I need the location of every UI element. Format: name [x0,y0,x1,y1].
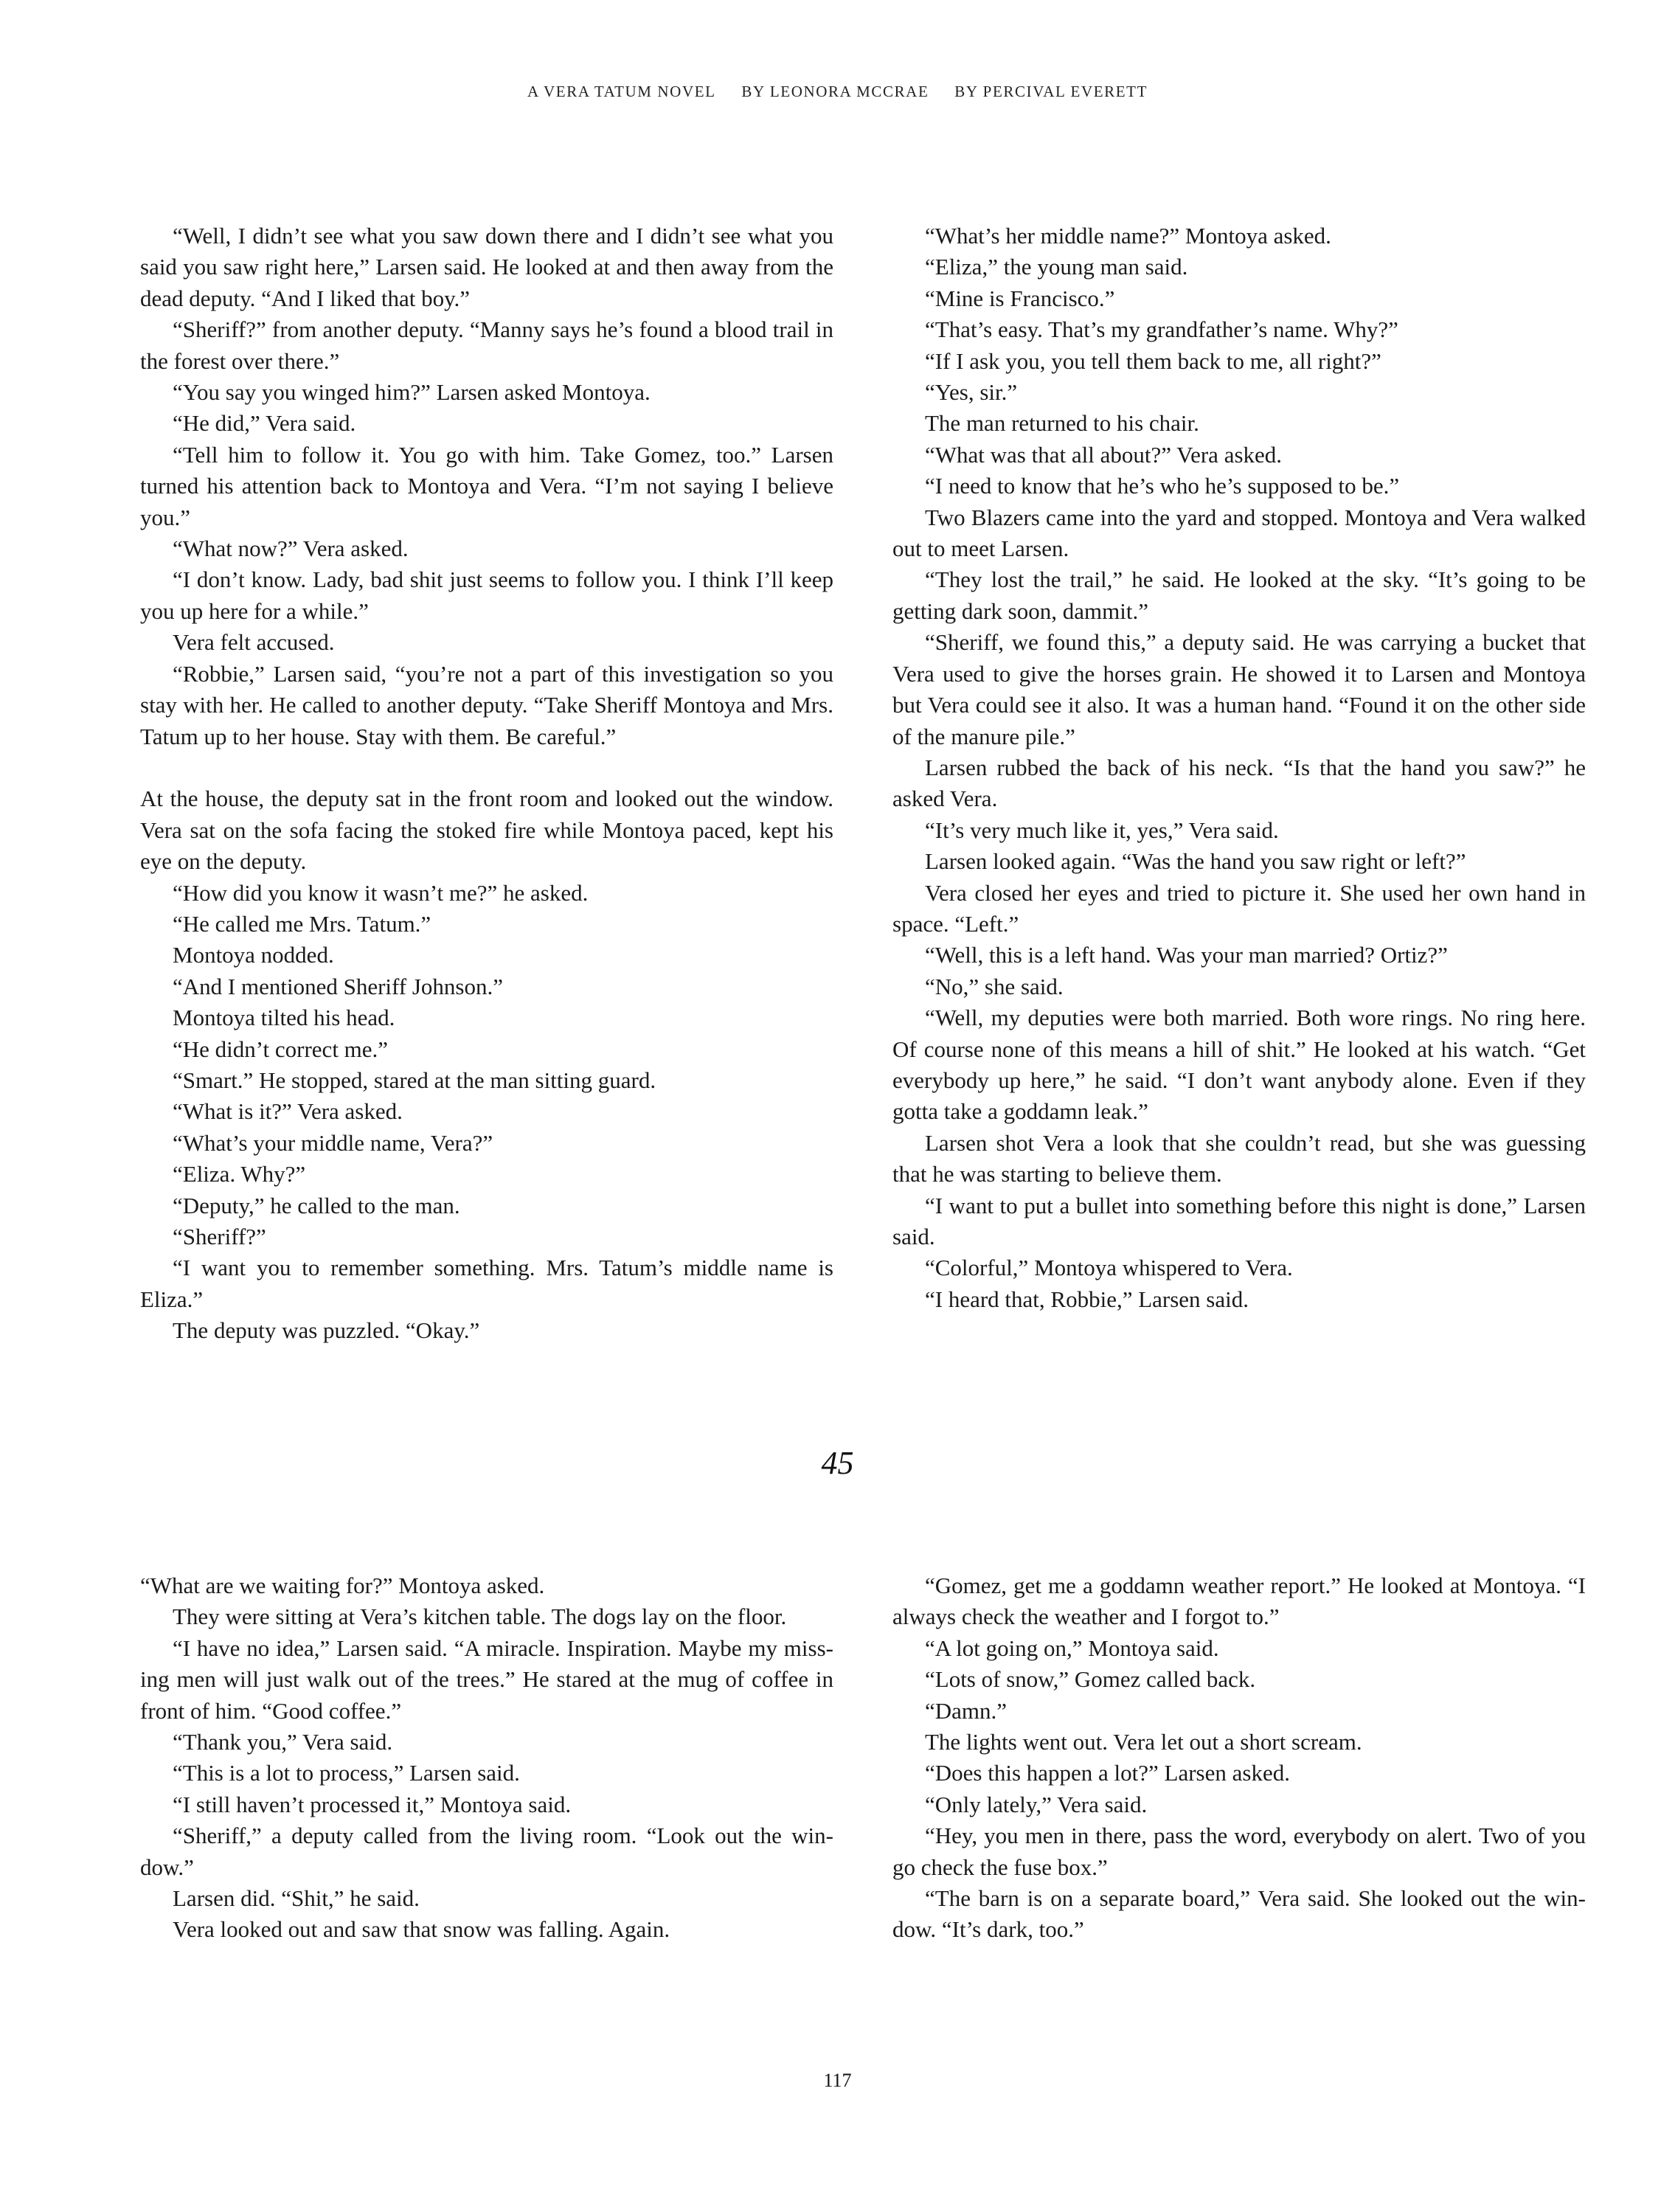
paragraph: “If I ask you, you tell them back to me, all right?” [925,347,1381,374]
paragraph: “I still haven’t processed it,” Montoya said. [173,1791,572,1817]
paragraph: “What now?” Vera asked. [173,535,409,562]
paragraph: “Yes, sir.” [925,379,1018,406]
paragraph: “What’s her middle name?” Montoya asked. [925,223,1331,249]
paragraph: “Gomez, get me a goddamn weather report.” He looked at Montoya. “I always check the weather and I forgot to.” [892,1573,1586,1630]
paragraph: “Hey, you men in there, pass the word, everybody on alert. Two of you go check the fuse box.” [892,1823,1586,1880]
paragraph: Larsen did. “Shit,” he said. [173,1885,420,1912]
paragraph: “No,” she said. [925,973,1064,999]
paragraph: “A lot going on,” Montoya said. [925,1634,1219,1661]
paragraph: “Well, this is a left hand. Was your man married? Ortiz?” [925,942,1448,968]
paragraph: “Colorful,” Montoya whispered to Vera. [925,1255,1293,1281]
paragraph: The lights went out. Vera let out a short scream. [925,1729,1362,1755]
paragraph: “Thank you,” Vera said. [173,1729,393,1755]
paragraph: “Deputy,” he called to the man. [173,1192,460,1218]
paragraph: “How did you know it wasn’t me?” he asked. [173,879,589,906]
paragraph: “Only lately,” Vera said. [925,1791,1148,1817]
running-head [0,83,1675,101]
paragraph: Two Blazers came into the yard and stopped. Montoya and Vera walked out to meet Larsen. [892,504,1586,562]
bottom-left-column [140,1570,833,1946]
paragraph: “Smart.” He stopped, stared at the man sitting guard. [173,1067,656,1093]
page-number: 117 [823,2070,852,2091]
paragraph: “I heard that, Robbie,” Larsen said. [925,1286,1249,1312]
paragraph: “Sheriff?” from another deputy. “Manny says he’s found a blood trail in the forest over there.” [140,316,833,374]
paragraph: “I don’t know. Lady, bad shit just seems to follow you. I think I’ll keep you up here for a while.” [140,566,833,624]
paragraph: “Sheriff, we found this,” a deputy said. He was carrying a bucket that Vera used to give the horses grain. He showed it to Larsen and Montoya but Vera could see it also. It was a human hand. “Found it on the other side of the manure pile.” [892,629,1586,749]
paragraph: “It’s very much like it, yes,” Vera said. [925,817,1279,843]
paragraph: Montoya nodded. [173,942,334,968]
paragraph: Larsen looked again. “Was the hand you saw right or left?” [925,848,1466,875]
paragraph: At the house, the deputy sat in the front room and looked out the window. Vera sat on the sofa facing the stoked fire while Montoya paced, kept his eye on the deputy. [140,786,833,875]
paragraph: “He called me Mrs. Tatum.” [173,910,431,937]
paragraph: “They lost the trail,” he said. He looked at the sky. “It’s going to be getting dark soon, dammit.” [892,566,1586,624]
paragraph: “He did,” Vera said. [173,410,356,437]
bottom-right-column [892,1570,1586,1946]
paragraph: “Sheriff,” a deputy called from the living room. “Look out the window.” [140,1823,833,1880]
paragraph: “He didn’t correct me.” [173,1036,389,1062]
paragraph: “Eliza,” the young man said. [925,254,1188,280]
paragraph: “I want to put a bullet into something before this night is done,” Larsen said. [892,1192,1586,1249]
paragraph: “Mine is Francisco.” [925,285,1115,311]
chapter-number: 45 [821,1445,854,1481]
paragraph: “Well, my deputies were both married. Both wore rings. No ring here. Of course none of this means a hill of shit.” He looked at his watch. “Get everybody up here,” he said. “I don’t want anybody alone. Even if they gotta take a goddamn leak.” [892,1005,1586,1125]
paragraph: “Sheriff?” [173,1223,266,1249]
paragraph: “I need to know that he’s who he’s supposed to be.” [925,473,1400,499]
paragraph: “That’s easy. That’s my grandfather’s name. Why?” [925,316,1398,343]
paragraph: Montoya tilted his head. [173,1005,395,1031]
paragraph: “Lots of snow,” Gomez called back. [925,1666,1256,1693]
paragraph: “Robbie,” Larsen said, “you’re not a part of this investigation so you stay with her. He called to another deputy. “Take Sheriff Montoya and Mrs. Tatum up to her house. Stay with them. Be careful.” [140,660,833,749]
paragraph: “What are we waiting for?” Montoya asked. [140,1573,545,1598]
paragraph: The man returned to his chair. [925,410,1199,437]
paragraph: Vera closed her eyes and tried to picture it. She used her own hand in space. “Left.” [892,879,1586,937]
paragraph: Vera looked out and saw that snow was falling. Again. [173,1916,670,1943]
paragraph: “Does this happen a lot?” Larsen asked. [925,1760,1290,1786]
top-right-column [892,221,1586,1315]
paragraph: “You say you winged him?” Larsen asked Montoya. [173,379,651,406]
paragraph: “Damn.” [925,1697,1008,1724]
paragraph: “Eliza. Why?” [173,1161,306,1188]
paragraph: “And I mentioned Sheriff Johnson.” [173,973,503,999]
paragraph: “What is it?” Vera asked. [173,1098,403,1125]
paragraph: “Well, I didn’t see what you saw down there and I didn’t see what you said you saw right here,” Larsen said. He looked at and then away from the dead deputy. “And I liked that boy.” [140,223,833,311]
paragraph: “I want you to remember something. Mrs. Tatum’s middle name is Eliza.” [140,1255,833,1312]
paragraph: “What was that all about?” Vera asked. [925,441,1283,468]
paragraph: Larsen shot Vera a look that she couldn’t read, but she was guessing that he was starting to believe them. [892,1129,1586,1188]
paragraph: They were sitting at Vera’s kitchen table. The dogs lay on the floor. [173,1603,787,1630]
paragraph: Vera felt accused. [173,629,335,656]
paragraph: The deputy was puzzled. “Okay.” [173,1317,480,1344]
running-head-series: A VERA TATUM NOVEL [527,83,716,100]
top-left-column [140,221,833,1347]
paragraph: “Tell him to follow it. You go with him. Take Gomez, too.” Larsen turned his attention back to Montoya and Vera. “I’m not saying I believe you.” [140,441,833,530]
paragraph: “I have no idea,” Larsen said. “A miracle. Inspiration. Maybe my missing men will just walk out of the trees.” He stared at the mug of coffee in front of him. “Good coffee.” [140,1634,833,1724]
paragraph: “What’s your middle name, Vera?” [173,1129,493,1156]
paragraph: “The barn is on a separate board,” Vera said. She looked out the window. “It’s dark, too.” [892,1885,1586,1943]
running-head-author-1: BY LEONORA MCCRAE [741,83,929,100]
running-head-author-2: BY PERCIVAL EVERETT [954,83,1148,100]
paragraph: “This is a lot to process,” Larsen said. [173,1760,520,1786]
paragraph: Larsen rubbed the back of his neck. “Is that the hand you saw?” he asked Vera. [892,754,1586,812]
